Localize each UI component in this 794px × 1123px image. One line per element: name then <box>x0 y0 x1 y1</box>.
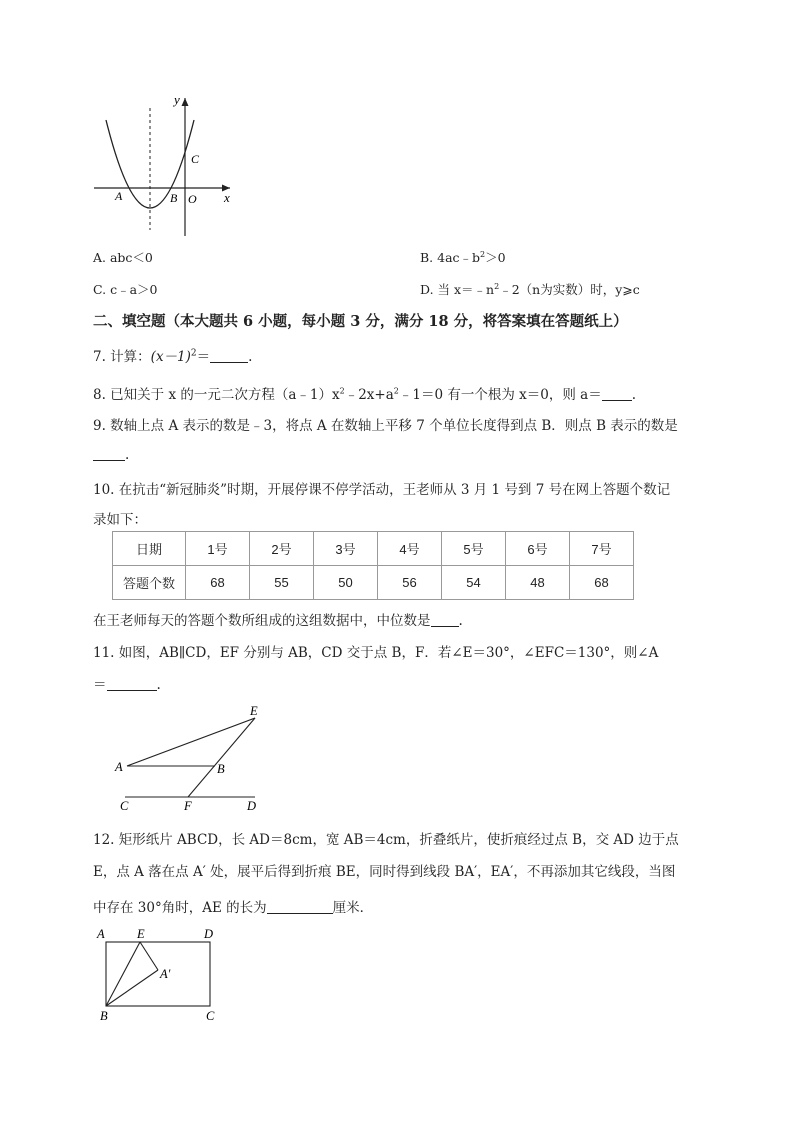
q8-post: ﹣1＝0 有一个根为 x＝0，则 a＝ <box>398 387 602 403</box>
q8-pre: 8. 已知关于 x 的一元二次方程（a﹣1）x <box>93 387 340 403</box>
table-cell: 答题个数 <box>113 566 186 600</box>
table-cell: 55 <box>250 566 314 600</box>
table-cell: 48 <box>506 566 570 600</box>
x-axis-label: x <box>224 190 230 205</box>
question-9: 9. 数轴上点 A 表示的数是﹣3，将点 A 在数轴上平移 7 个单位长度得到点 B．则点 B 表示的数是 <box>93 418 678 434</box>
q8-sup1: 2 <box>339 386 345 396</box>
option-b-pre: B. 4ac﹣b <box>420 250 481 265</box>
origin-label: O <box>188 192 197 206</box>
table-row <box>113 566 634 600</box>
option-b-post: ＞0 <box>485 250 506 265</box>
question-11-line2 <box>93 673 161 693</box>
fig11-label-b: B <box>217 762 225 776</box>
fig12-label-b: B <box>100 1009 108 1023</box>
question-10-line2: 录如下： <box>93 512 147 528</box>
table-header-row <box>113 532 634 566</box>
option-c[interactable]: C. c﹣a＞0 <box>93 282 158 297</box>
q11-figure <box>110 700 280 815</box>
fig12-label-a: A <box>97 927 105 941</box>
question-10-after <box>93 609 463 629</box>
question-12-line3 <box>93 896 373 916</box>
y-axis-label: y <box>174 92 180 107</box>
table-cell: 50 <box>314 566 378 600</box>
section-heading: 二、填空题（本大题共 6 小题，每小题 3 分，满分 18 分，将答案填在答题纸上） <box>93 313 628 330</box>
table-cell: 2号 <box>250 532 314 566</box>
fig12-label-d: D <box>204 927 214 941</box>
table-cell: 3号 <box>314 532 378 566</box>
y-axis-arrow <box>182 98 189 106</box>
q7-end: . <box>248 349 253 365</box>
q9-end: . <box>125 447 130 463</box>
option-d-post: ﹣2（n为实数）时，y⩾c <box>499 282 640 297</box>
table-cell: 1号 <box>186 532 250 566</box>
option-a[interactable]: A. abc＜0 <box>93 250 153 265</box>
table-cell: 6号 <box>506 532 570 566</box>
table-cell: 68 <box>186 566 250 600</box>
table-cell: 68 <box>570 566 634 600</box>
fig11-label-d: D <box>247 799 257 813</box>
option-d[interactable] <box>420 280 640 298</box>
question-12-line1: 12. 矩形纸片 ABCD，长 AD＝8cm，宽 AB＝4cm，折叠纸片，使折痕经过点 B，交 AD 边于点 <box>93 832 679 848</box>
q9-answer-blank[interactable] <box>93 446 125 461</box>
fig11-label-f: F <box>184 799 192 813</box>
parabola-graph <box>90 90 240 240</box>
question-7 <box>93 345 252 365</box>
q7-expr: (x－1) <box>150 349 191 365</box>
q10-after-end: . <box>458 613 463 629</box>
segment-ea-prime <box>140 942 158 970</box>
point-a-label: A <box>115 189 123 203</box>
option-d-sup: 2 <box>494 281 500 291</box>
q10-answer-blank[interactable] <box>431 612 459 627</box>
question-9-line2 <box>93 446 129 463</box>
q11-line2-pre: ＝ <box>93 677 107 693</box>
table-cell: 4号 <box>378 532 442 566</box>
fig11-label-a: A <box>115 760 123 774</box>
q7-num: 7. 计算： <box>93 349 151 365</box>
fig12-label-c: C <box>206 1009 215 1023</box>
option-d-pre: D. 当 x＝﹣n <box>420 282 495 297</box>
q11-line2-end: . <box>156 677 161 693</box>
fig11-label-c: C <box>120 799 129 813</box>
q11-answer-blank[interactable] <box>107 676 157 691</box>
option-b[interactable] <box>420 248 506 266</box>
record-table <box>112 531 634 600</box>
point-c-label: C <box>191 152 200 166</box>
q12-line3-pre: 中存在 30°角时，AE 的长为 <box>93 900 267 916</box>
rectangle-abcd <box>106 942 210 1006</box>
table-cell: 56 <box>378 566 442 600</box>
question-11-line1: 11. 如图，AB∥CD，EF 分别与 AB，CD 交于点 B，F．若∠E＝30°，∠EFC＝130°，则∠A <box>93 645 659 661</box>
q8-end: . <box>631 387 636 403</box>
q12-line3-post: 厘米． <box>332 900 374 916</box>
q7-tail: ＝ <box>196 349 211 365</box>
q7-answer-blank[interactable] <box>210 348 248 363</box>
line-ae <box>127 718 255 766</box>
table-cell: 7号 <box>570 532 634 566</box>
table-cell: 日期 <box>113 532 186 566</box>
point-b-label: B <box>170 191 178 205</box>
q12-answer-blank[interactable] <box>267 899 333 914</box>
segment-ba-prime <box>106 970 158 1006</box>
q10-after-text: 在王老师每天的答题个数所组成的这组数据中，中位数是 <box>93 613 431 629</box>
crease-be <box>106 942 140 1006</box>
line-ef <box>188 718 255 797</box>
q8-answer-blank[interactable] <box>602 386 632 401</box>
q12-figure <box>92 924 232 1024</box>
q8-mid: ﹣2x+a <box>344 387 394 403</box>
question-8 <box>93 383 636 403</box>
fig12-label-a-prime: A′ <box>160 967 171 981</box>
q7-exp: 2 <box>190 348 197 359</box>
fig12-label-e: E <box>137 927 145 941</box>
q8-sup2: 2 <box>393 386 399 396</box>
option-b-sup: 2 <box>480 249 486 259</box>
table-cell: 5号 <box>442 532 506 566</box>
table-cell: 54 <box>442 566 506 600</box>
question-12-line2: E，点 A 落在点 A′ 处，展平后得到折痕 BE，同时得到线段 BA′，EA′，不再添加其它线段，当图 <box>93 864 676 880</box>
fig11-label-e: E <box>250 704 258 718</box>
question-10-line1: 10. 在抗击“新冠肺炎”时期，开展停课不停学活动，王老师从 3 月 1 号到 7 号在网上答题个数记 <box>93 482 671 498</box>
